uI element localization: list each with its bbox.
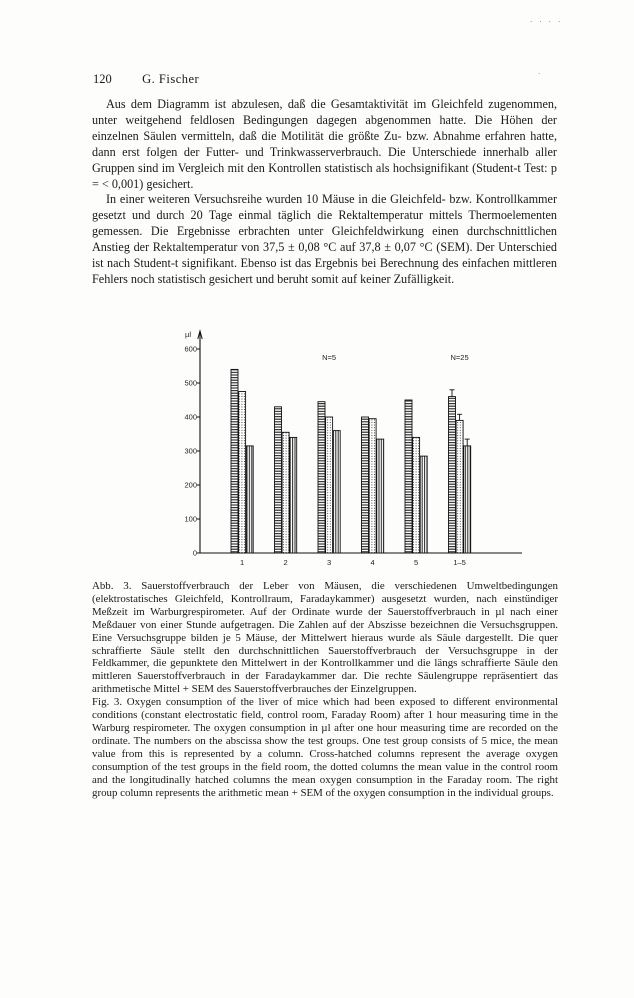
bar	[456, 420, 463, 553]
group-annotation: N=25	[450, 353, 469, 362]
y-tick-label: 600	[184, 344, 197, 354]
bar	[318, 402, 325, 553]
y-tick-label: 500	[184, 378, 197, 388]
bar	[282, 432, 289, 553]
scan-speck: ·	[538, 70, 541, 78]
bar	[369, 419, 376, 553]
x-tick-label: 3	[327, 558, 332, 567]
x-tick-label: 5	[414, 558, 419, 567]
bar	[420, 456, 427, 553]
bar	[413, 437, 420, 553]
paragraph: Aus dem Diagramm ist abzulesen, daß die Gesamtaktivität im Gleichfeld zugenommen, unter weitgehend feldlosen Bedingungen dagegen abgenommen hatte. Die Höhen der einzelnen Säulen vermitteln, daß die Motilität die größte Zu- bzw. Abnahme erfahren hatte, dann erst folgen der Futter- und Trinkwasserverbrauch. Die Unterschiede innerhalb aller Gruppen sind im Vergleich mit den Kontrollen statistisch als hochsignifikant (Student-t Test: p = < 0,001) gesichert.	[92, 97, 557, 191]
caption-english: Fig. 3. Oxygen consumption of the liver of mice which had been exposed to different environmental conditions (constant electrostatic field, control room, Faraday Room) after 1 hour measuring time in the Warburg respirometer. The oxygen consumption in µl after one hour measuring time are recorded on the ordinate. The numbers on the abscissa show the test groups. One test group consists of 5 mice, the mean value from this is represented by a column. Cross-hatched columns represent the average oxygen consumption of the test groups in the field room, the dotted columns the mean value in the control room and the longitudinally hatched columns the mean oxygen consumption in the Faraday room. The right group column represents the arithmetic mean + SEM of the oxygen consumption in the individual groups.	[92, 696, 558, 799]
y-tick-label: 200	[184, 480, 197, 490]
x-tick-label: 4	[370, 558, 375, 567]
y-tick-label: 300	[184, 446, 197, 456]
y-tick-label: 100	[184, 514, 197, 524]
bar	[290, 437, 297, 553]
bar	[246, 446, 253, 553]
y-tick-label: 0	[192, 548, 197, 558]
x-tick-label: 1–5	[453, 558, 466, 567]
running-author: G. Fischer	[142, 72, 200, 86]
body-text	[92, 97, 557, 288]
bar	[464, 446, 471, 553]
caption-german: Abb. 3. Sauerstoffverbrauch der Leber von Mäusen, die verschiedenen Umweltbedingungen (elektrostatisches Gleichfeld, Kontrollraum, Faradaykammer) ausgesetzt wurden, nach einstündiger Meßzeit im Warburgrespirometer. Auf der Ordinate wurde der Sauerstoffverbrauch in µl nach einer Meßdauer von einer Stunde aufgetragen. Die Zahlen auf der Abszisse bezeichnen die Versuchsgruppen. Eine Versuchsgruppe bilden je 5 Mäuse, der Mittelwert hieraus wurde als Säule dargestellt. Die quer schraffierte Säule stellt den durchschnittlichen Sauerstoffverbrauch der Versuchsgruppe in der Feldkammer, die gepunktete den Mittelwert in der Kontrollkammer und die längs schraffierte Säule den mittleren Sauerstoffverbrauch in der Faradaykammer dar. Die rechte Säulengruppe repräsentiert das arithmetische Mittel + SEM des Sauerstoffverbrauches der Einzelgruppen.	[92, 580, 558, 696]
y-tick-label: 400	[184, 412, 197, 422]
bar	[231, 369, 238, 553]
y-axis-label: µl	[185, 330, 191, 339]
bar	[333, 431, 340, 553]
paragraph: In einer weiteren Versuchsreihe wurden 10 Mäuse in die Gleichfeld- bzw. Kontrollkammer gesetzt und durch 20 Tage einmal täglich die Rektaltemperatur mittels Thermoelementen gemessen. Die Ergebnisse erbrachten unter Gleichfeldwirkung einen durchschnittlichen Anstieg der Rektaltemperatur von 37,5 ± 0,08 °C auf 37,8 ± 0,07 °C (SEM). Der Unterschied ist nach Student-t signifikant. Ebenso ist das Ergebnis bei Berechnung des einfachen mittleren Fehlers noch statistisch gesichert und beruht somit auf keiner Zufälligkeit.	[92, 192, 557, 286]
bar	[326, 417, 333, 553]
bar	[405, 400, 412, 553]
bar	[275, 407, 282, 553]
bar	[449, 397, 456, 553]
x-tick-label: 2	[283, 558, 288, 567]
x-tick-label: 1	[240, 558, 245, 567]
chart-svg	[160, 325, 530, 575]
page-header	[93, 72, 199, 87]
bar	[362, 417, 369, 553]
scan-specks: · · · ·	[530, 18, 561, 26]
page-number: 120	[93, 72, 112, 86]
bar	[377, 439, 384, 553]
group-annotation: N=5	[322, 353, 337, 362]
figure-caption	[92, 580, 558, 799]
bar-chart	[160, 325, 530, 575]
bar	[239, 392, 246, 554]
